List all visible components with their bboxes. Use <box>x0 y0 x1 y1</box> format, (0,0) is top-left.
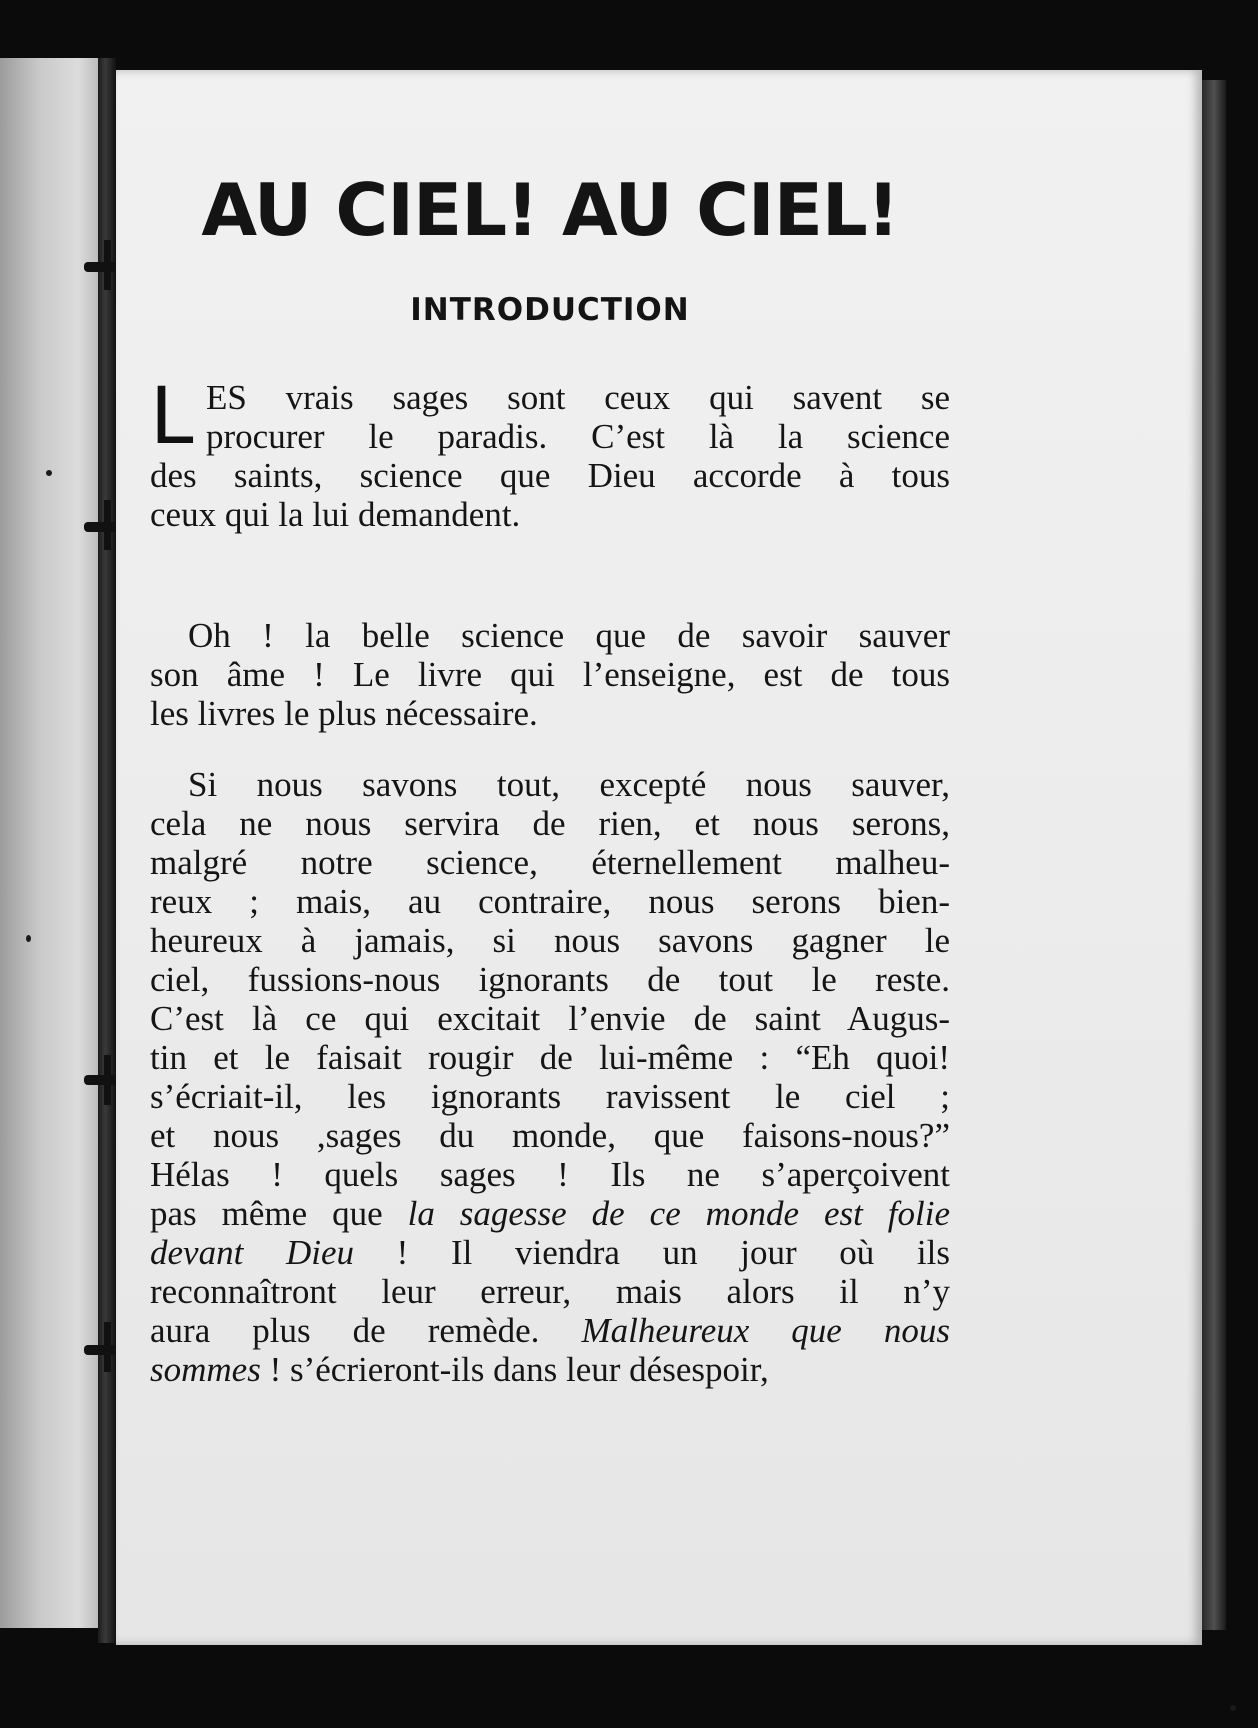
facing-page-edge <box>0 58 98 1628</box>
page-edge-shadow <box>1202 80 1226 1630</box>
speck <box>46 470 52 476</box>
text-line: procurer le paradis. C’est là la science <box>206 417 950 456</box>
text-line <box>150 1350 950 1389</box>
book-spine <box>98 58 116 1643</box>
speck <box>1230 1705 1236 1711</box>
text-line: Hélas ! quels sages ! Ils ne s’aperçoivent <box>150 1155 950 1194</box>
text-line: des saints, science que Dieu accorde à tous <box>150 456 950 495</box>
text-line: malgré notre science, éternellement malheu- <box>150 843 950 882</box>
italic-segment: Malheureux que nous <box>581 1311 950 1350</box>
italic-segment: sommes <box>150 1350 261 1389</box>
text-segment: ! Il viendra un jour où ils <box>396 1233 950 1272</box>
text-line <box>150 1311 950 1350</box>
text-line: s’écriait-il, les ignorants ravissent le ciel ; <box>150 1077 950 1116</box>
italic-segment: devant Dieu <box>150 1233 354 1272</box>
paragraph-3 <box>150 765 950 1389</box>
binding-stitch <box>104 1055 111 1105</box>
binding-stitch <box>104 500 111 550</box>
page-title: AU CIEL! AU CIEL! <box>201 168 899 252</box>
text-line: heureux à jamais, si nous savons gagner le <box>150 921 950 960</box>
text-line: reconnaîtront leur erreur, mais alors il n’y <box>150 1272 950 1311</box>
paragraph-1 <box>150 372 950 534</box>
speck <box>26 935 31 942</box>
paragraph-2 <box>150 616 950 733</box>
text-line <box>150 1194 950 1233</box>
text-line <box>150 1233 950 1272</box>
text-segment: ! s’écrieront-ils dans leur désespoir, <box>269 1350 769 1389</box>
text-segment: pas même que <box>150 1194 383 1233</box>
text-line: Oh ! la belle science que de savoir sauver <box>188 616 950 655</box>
binding-stitch <box>104 240 111 290</box>
text-line: cela ne nous servira de rien, et nous serons, <box>150 804 950 843</box>
text-line: ES vrais sages sont ceux qui savent se <box>206 378 950 417</box>
text-line: C’est là ce qui excitait l’envie de saint Augus- <box>150 999 950 1038</box>
italic-segment: la sagesse de ce monde est folie <box>407 1194 950 1233</box>
text-line: ciel, fussions-nous ignorants de tout le reste. <box>150 960 950 999</box>
text-line: son âme ! Le livre qui l’enseigne, est de tous <box>150 655 950 694</box>
text-line: les livres le plus nécessaire. <box>150 694 538 733</box>
text-line: Si nous savons tout, excepté nous sauver, <box>188 765 950 804</box>
drop-cap: L <box>150 372 194 462</box>
text-line: reux ; mais, au contraire, nous serons bien- <box>150 882 950 921</box>
text-segment: aura plus de remède. <box>150 1311 540 1350</box>
binding-stitch <box>104 1322 111 1372</box>
text-line: tin et le faisait rougir de lui-même : “Eh quoi! <box>150 1038 950 1077</box>
text-line: et nous ,sages du monde, que faisons-nous?” <box>150 1116 950 1155</box>
text-line: ceux qui la lui demandent. <box>150 495 521 534</box>
section-heading: INTRODUCTION <box>410 292 690 328</box>
